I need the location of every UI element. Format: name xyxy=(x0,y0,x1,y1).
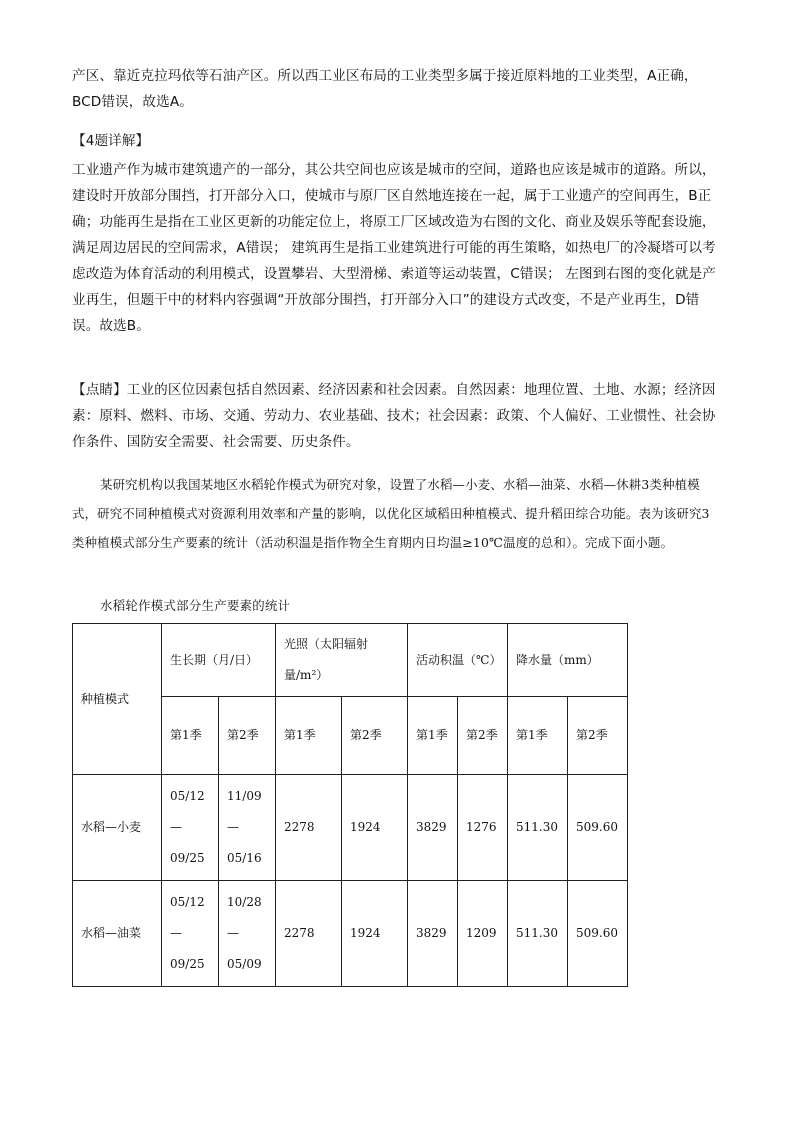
planting-mode-cell: 水稻—小麦 xyxy=(73,775,162,881)
date-end: 05/16 xyxy=(227,851,262,865)
temp-season-2-cell: 1276 xyxy=(458,775,508,881)
date-start: 05/12 xyxy=(170,895,205,909)
date-dash: — xyxy=(170,820,182,834)
date-dash: — xyxy=(227,820,239,834)
header-season-1: 第1季 xyxy=(276,697,342,775)
header-season-1: 第1季 xyxy=(162,697,219,775)
header-growth-period: 生长期（月/日） xyxy=(162,624,276,697)
rain-season-2-cell: 509.60 xyxy=(568,881,628,987)
growth-season-1-cell xyxy=(162,881,219,987)
temp-season-1-cell: 3829 xyxy=(408,881,458,987)
date-start: 11/09 xyxy=(227,789,262,803)
header-precipitation: 降水量（mm） xyxy=(508,624,628,697)
header-sunlight: 光照（太阳辐射量/m²） xyxy=(276,624,408,697)
rain-season-1-cell: 511.30 xyxy=(508,881,568,987)
header-season-2: 第2季 xyxy=(458,697,508,775)
planting-mode-cell: 水稻—油菜 xyxy=(73,881,162,987)
date-dash: — xyxy=(227,926,239,940)
table-caption: 水稻轮作模式部分生产要素的统计 xyxy=(100,598,291,613)
temp-season-1-cell: 3829 xyxy=(408,775,458,881)
date-end: 05/09 xyxy=(227,957,262,971)
growth-season-1-cell xyxy=(162,775,219,881)
date-start: 05/12 xyxy=(170,789,205,803)
header-season-1: 第1季 xyxy=(408,697,458,775)
date-end: 09/25 xyxy=(170,851,205,865)
header-season-2: 第2季 xyxy=(568,697,628,775)
date-dash: — xyxy=(170,926,182,940)
date-start: 10/28 xyxy=(227,895,262,909)
table-row xyxy=(73,881,628,987)
light-season-1-cell: 2278 xyxy=(276,775,342,881)
growth-season-2-cell xyxy=(219,881,276,987)
rain-season-2-cell: 509.60 xyxy=(568,775,628,881)
header-season-2: 第2季 xyxy=(219,697,276,775)
header-season-2: 第2季 xyxy=(342,697,408,775)
answer-paragraph-3: 产区、靠近克拉玛依等石油产区。所以西工业区布局的工业类型多属于接近原料地的工业类型，A正确，BCD错误，故选A。 xyxy=(72,68,698,110)
temp-season-2-cell: 1209 xyxy=(458,881,508,987)
rain-season-1-cell: 511.30 xyxy=(508,775,568,881)
question-4-heading: 【4题详解】 xyxy=(72,133,150,149)
growth-season-2-cell xyxy=(219,775,276,881)
date-end: 09/25 xyxy=(170,957,205,971)
header-planting-mode: 种植模式 xyxy=(73,624,162,775)
header-accumulated-temp: 活动积温（℃） xyxy=(408,624,508,697)
light-season-2-cell: 1924 xyxy=(342,775,408,881)
header-season-1: 第1季 xyxy=(508,697,568,775)
light-season-1-cell: 2278 xyxy=(276,881,342,987)
question-intro: 某研究机构以我国某地区水稻轮作模式为研究对象，设置了水稻—小麦、水稻—油菜、水稻—休耕3类种植模式，研究不同种植模式对资源利用效率和产量的影响，以优化区域稻田种植模式、提升稻田综合功能。表为该研究3类种植模式部分生产要素的统计（活动积温是指作物全生育期内日均温≥10℃温度的总和）。完成下面小题。 xyxy=(72,477,710,550)
light-season-2-cell: 1924 xyxy=(342,881,408,987)
key-point-paragraph: 【点睛】工业的区位因素包括自然因素、经济因素和社会因素。自然因素：地理位置、土地、水源；经济因素：原料、燃料、市场、交通、劳动力、农业基础、技术；社会因素：政策、个人偏好、工业惯性、社会协作条件、国防安全需要、社会需要、历史条件。 xyxy=(72,382,716,450)
production-factors-table xyxy=(72,623,628,987)
table-row xyxy=(73,775,628,881)
answer-paragraph-4: 工业遗产作为城市建筑遗产的一部分，其公共空间也应该是城市的空间，道路也应该是城市的道路。所以，建设时开放部分围挡，打开部分入口，使城市与原厂区自然地连接在一起，属于工业遗产的空间再生，B正确；功能再生是指在工业区更新的功能定位上，将原工厂区域改造为右图的文化、商业及娱乐等配套设施，满足周边居民的空间需求，A错误； 建筑再生是指工业建筑进行可能的再生策略，如热电厂的冷凝塔可以考虑改造为体育活动的利用模式，设置攀岩、大型滑梯、索道等运动装置，C错误； 左图到右图的变化就是产业再生，但题干中的材料内容强调“开放部分围挡，打开部分入口”的建设方式改变，不是产业再生，D错误。故选B。 xyxy=(72,162,716,334)
